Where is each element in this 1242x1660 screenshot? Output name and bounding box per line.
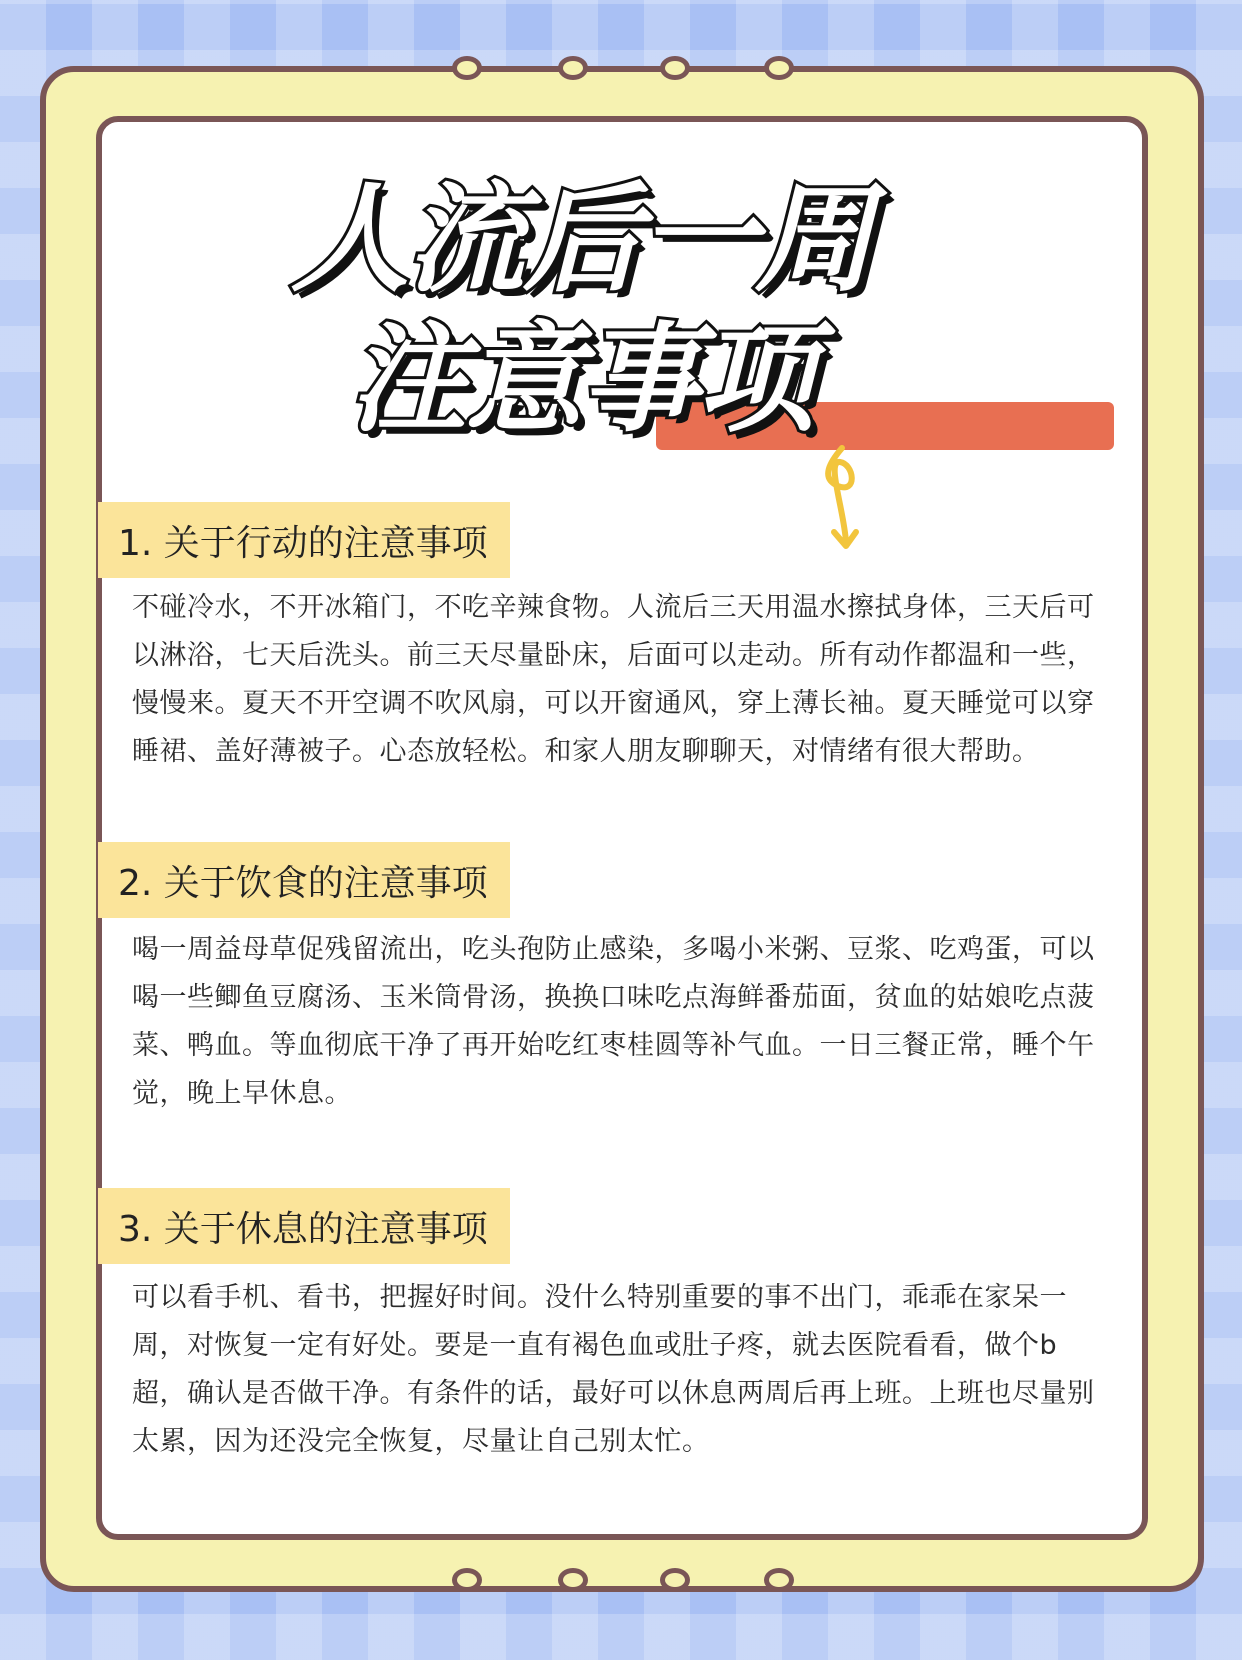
binder-ring-top-4 bbox=[764, 56, 794, 80]
binder-ring-top-3 bbox=[660, 56, 690, 80]
section-heading-diet: 2. 关于饮食的注意事项 bbox=[98, 842, 510, 918]
squiggle-arrow-icon bbox=[800, 440, 890, 560]
page-title-line-1: 人流后一周 bbox=[290, 170, 871, 308]
binder-ring-top-2 bbox=[558, 56, 588, 80]
binder-ring-bottom-3 bbox=[660, 1568, 690, 1592]
section-body-rest: 可以看手机、看书，把握好时间。没什么特别重要的事不出门，乖乖在家呆一周，对恢复一定有好处。要是一直有褐色血或肚子疼，就去医院看看，做个b超，确认是否做干净。有条件的话，最好可以休息两周后再上班。上班也尽量别太累，因为还没完全恢复，尽量让自己别太忙。 bbox=[132, 1282, 1095, 1457]
section-body-action: 不碰冷水，不开冰箱门，不吃辛辣食物。人流后三天用温水擦拭身体，三天后可以淋浴，七天后洗头。前三天尽量卧床，后面可以走动。所有动作都温和一些，慢慢来。夏天不开空调不吹风扇，可以开窗通风，穿上薄长袖。夏天睡觉可以穿睡裙、盖好薄被子。心态放轻松。和家人朋友聊聊天，对情绪有很大帮助。 bbox=[132, 592, 1095, 767]
page-title-line-2: 注意事项 bbox=[348, 310, 813, 448]
section-heading-rest: 3. 关于休息的注意事项 bbox=[98, 1188, 510, 1264]
binder-ring-top-1 bbox=[452, 56, 482, 80]
binder-ring-bottom-2 bbox=[558, 1568, 588, 1592]
binder-ring-bottom-4 bbox=[764, 1568, 794, 1592]
section-body-diet: 喝一周益母草促残留流出，吃头孢防止感染，多喝小米粥、豆浆、吃鸡蛋，可以喝一些鲫鱼豆腐汤、玉米筒骨汤，换换口味吃点海鲜番茄面，贫血的姑娘吃点菠菜、鸭血。等血彻底干净了再开始吃红枣桂圆等补气血。一日三餐正常，睡个午觉，晚上早休息。 bbox=[132, 934, 1095, 1109]
section-heading-action: 1. 关于行动的注意事项 bbox=[98, 502, 510, 578]
binder-ring-bottom-1 bbox=[452, 1568, 482, 1592]
